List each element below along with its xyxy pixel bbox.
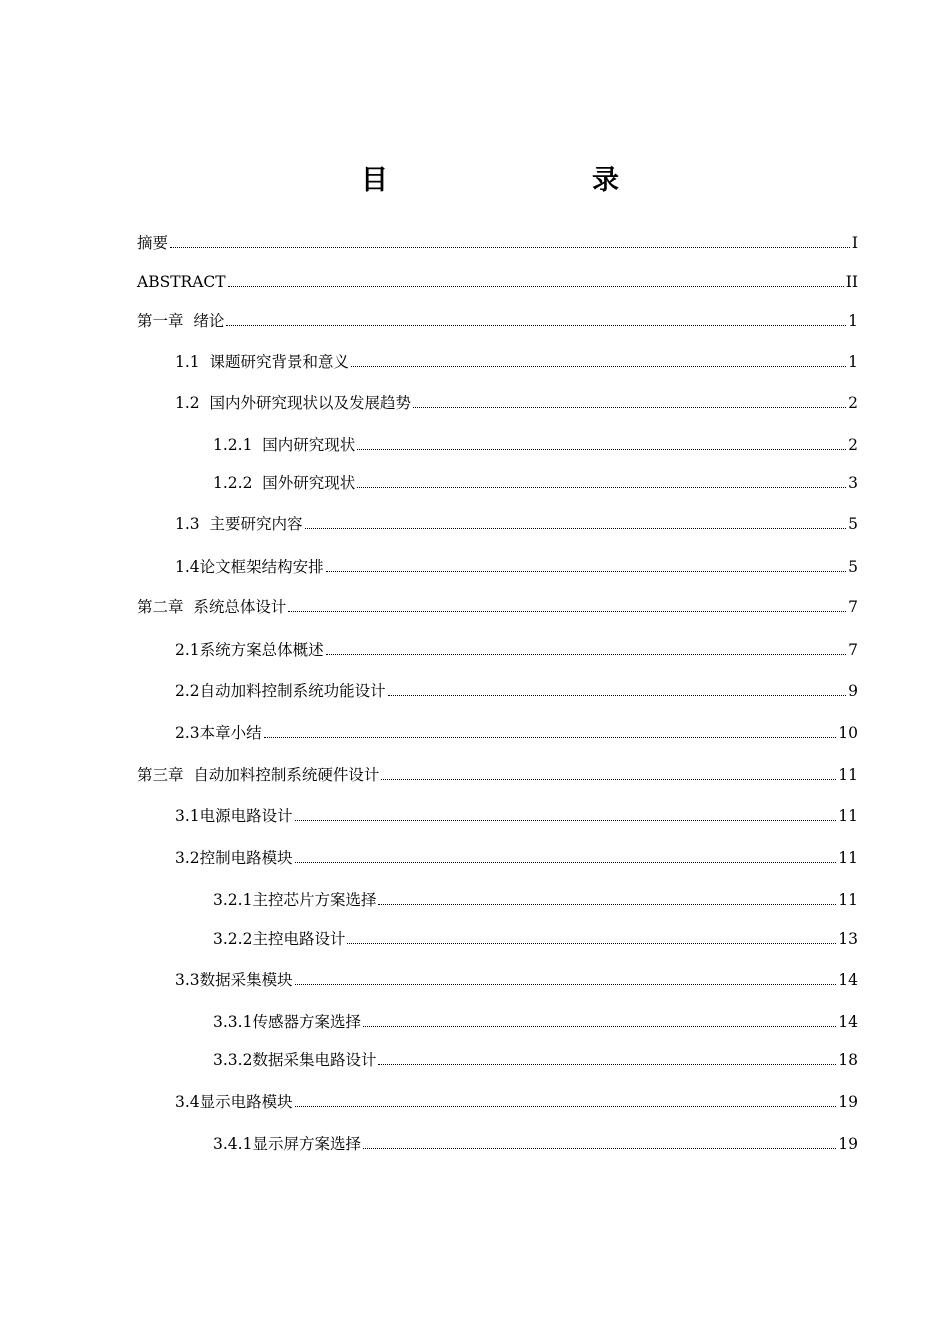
dot-leader — [378, 1064, 836, 1065]
toc-entry-label: 1.3 主要研究内容 — [175, 515, 303, 533]
toc-entry-label: 第一章 绪论 — [137, 312, 225, 330]
dot-leader — [326, 654, 846, 655]
dot-leader — [357, 449, 846, 450]
toc-entry-page: 3 — [848, 474, 858, 492]
toc-entry-page: 11 — [838, 766, 858, 784]
toc-entry-page: 5 — [848, 558, 858, 576]
toc-entry-page: II — [845, 273, 858, 291]
dot-leader — [295, 820, 837, 821]
dot-leader — [363, 1148, 836, 1149]
toc-entry-page: 9 — [848, 682, 858, 700]
dot-leader — [413, 407, 846, 408]
dot-leader — [378, 904, 836, 905]
toc-entry-label: 3.3.1传感器方案选择 — [213, 1013, 361, 1031]
toc-entry[interactable] — [175, 393, 858, 413]
dot-leader — [228, 286, 844, 287]
dot-leader — [357, 487, 846, 488]
toc-entry[interactable] — [175, 557, 858, 577]
toc-entry-page: 2 — [848, 436, 858, 454]
toc-entry-page: 1 — [848, 312, 858, 330]
dot-leader — [305, 528, 847, 529]
toc-entry-page: 19 — [838, 1093, 858, 1111]
toc-entry-label: 2.1系统方案总体概述 — [175, 641, 324, 659]
toc-entry-label: 2.2自动加料控制系统功能设计 — [175, 682, 386, 700]
toc-entry-page: 14 — [838, 971, 858, 989]
toc-entry-page: 7 — [848, 641, 858, 659]
toc-entry-page: 10 — [838, 724, 858, 742]
toc-entry[interactable] — [213, 890, 858, 910]
toc-entry[interactable] — [213, 929, 858, 949]
toc-entry[interactable] — [175, 352, 858, 372]
toc-entry-page: 2 — [848, 394, 858, 412]
toc-entry[interactable] — [213, 435, 858, 455]
toc-entry[interactable] — [175, 640, 858, 660]
toc-entry-label: 1.1 课题研究背景和意义 — [175, 353, 350, 371]
toc-entry-label: 3.2控制电路模块 — [175, 849, 293, 867]
toc-entry-page: 14 — [838, 1013, 858, 1031]
toc-entry[interactable] — [175, 1092, 858, 1112]
toc-entry-label: 3.4.1显示屏方案选择 — [213, 1135, 361, 1153]
toc-entry-page: 18 — [838, 1051, 858, 1069]
dot-leader — [388, 695, 846, 696]
dot-leader — [264, 737, 837, 738]
toc-entry-label: 摘要 — [137, 234, 169, 252]
toc-entry-page: I — [851, 234, 858, 252]
toc-entry[interactable] — [175, 970, 858, 990]
toc-entry-label: 1.4论文框架结构安排 — [175, 558, 324, 576]
toc-entry-page: 11 — [838, 807, 858, 825]
toc-entry-label: ABSTRACT — [137, 273, 226, 291]
toc-entry-page: 11 — [838, 849, 858, 867]
toc-entry[interactable] — [175, 848, 858, 868]
toc-entry-label: 第二章 系统总体设计 — [137, 598, 287, 616]
dot-leader — [381, 779, 836, 780]
toc-entry[interactable] — [213, 1050, 858, 1070]
toc-entry[interactable] — [137, 311, 858, 331]
dot-leader — [326, 571, 846, 572]
toc-entry[interactable] — [137, 597, 858, 617]
toc-entry[interactable] — [175, 806, 858, 826]
toc-entry-label: 第三章 自动加料控制系统硬件设计 — [137, 766, 380, 784]
toc-entry-label: 3.3.2数据采集电路设计 — [213, 1051, 377, 1069]
toc-entry-label: 3.2.2主控电路设计 — [213, 930, 346, 948]
toc-entry[interactable] — [175, 681, 858, 701]
toc-entry-page: 11 — [838, 891, 858, 909]
toc-title: 目 录 — [361, 165, 669, 196]
dot-leader — [347, 943, 836, 944]
dot-leader — [226, 325, 846, 326]
toc-entry[interactable] — [213, 1134, 858, 1154]
toc-entry-page: 7 — [848, 598, 858, 616]
toc-entry-page: 5 — [848, 515, 858, 533]
toc-entry-label: 1.2.2 国外研究现状 — [213, 474, 356, 492]
dot-leader — [295, 1106, 837, 1107]
toc-entry-page: 1 — [848, 353, 858, 371]
toc-entry-label: 3.3数据采集模块 — [175, 971, 293, 989]
toc-entry[interactable] — [175, 723, 858, 743]
dot-leader — [351, 366, 846, 367]
dot-leader — [288, 611, 846, 612]
dot-leader — [295, 862, 837, 863]
toc-entry-label: 2.3本章小结 — [175, 724, 262, 742]
dot-leader — [170, 247, 850, 248]
toc-entry-page: 13 — [838, 930, 858, 948]
toc-entry[interactable] — [137, 233, 858, 253]
toc-entry-label: 3.4显示电路模块 — [175, 1093, 293, 1111]
toc-entry-page: 19 — [838, 1135, 858, 1153]
dot-leader — [363, 1026, 836, 1027]
toc-entry-label: 3.1电源电路设计 — [175, 807, 293, 825]
toc-entry[interactable] — [137, 765, 858, 785]
toc-entry-label: 1.2.1 国内研究现状 — [213, 436, 356, 454]
toc-entry-label: 3.2.1主控芯片方案选择 — [213, 891, 377, 909]
toc-entry[interactable] — [175, 514, 858, 534]
toc-entry[interactable] — [213, 1012, 858, 1032]
toc-entry-label: 1.2 国内外研究现状以及发展趋势 — [175, 394, 412, 412]
toc-entry[interactable] — [137, 272, 858, 292]
dot-leader — [295, 984, 837, 985]
toc-entry[interactable] — [213, 473, 858, 493]
